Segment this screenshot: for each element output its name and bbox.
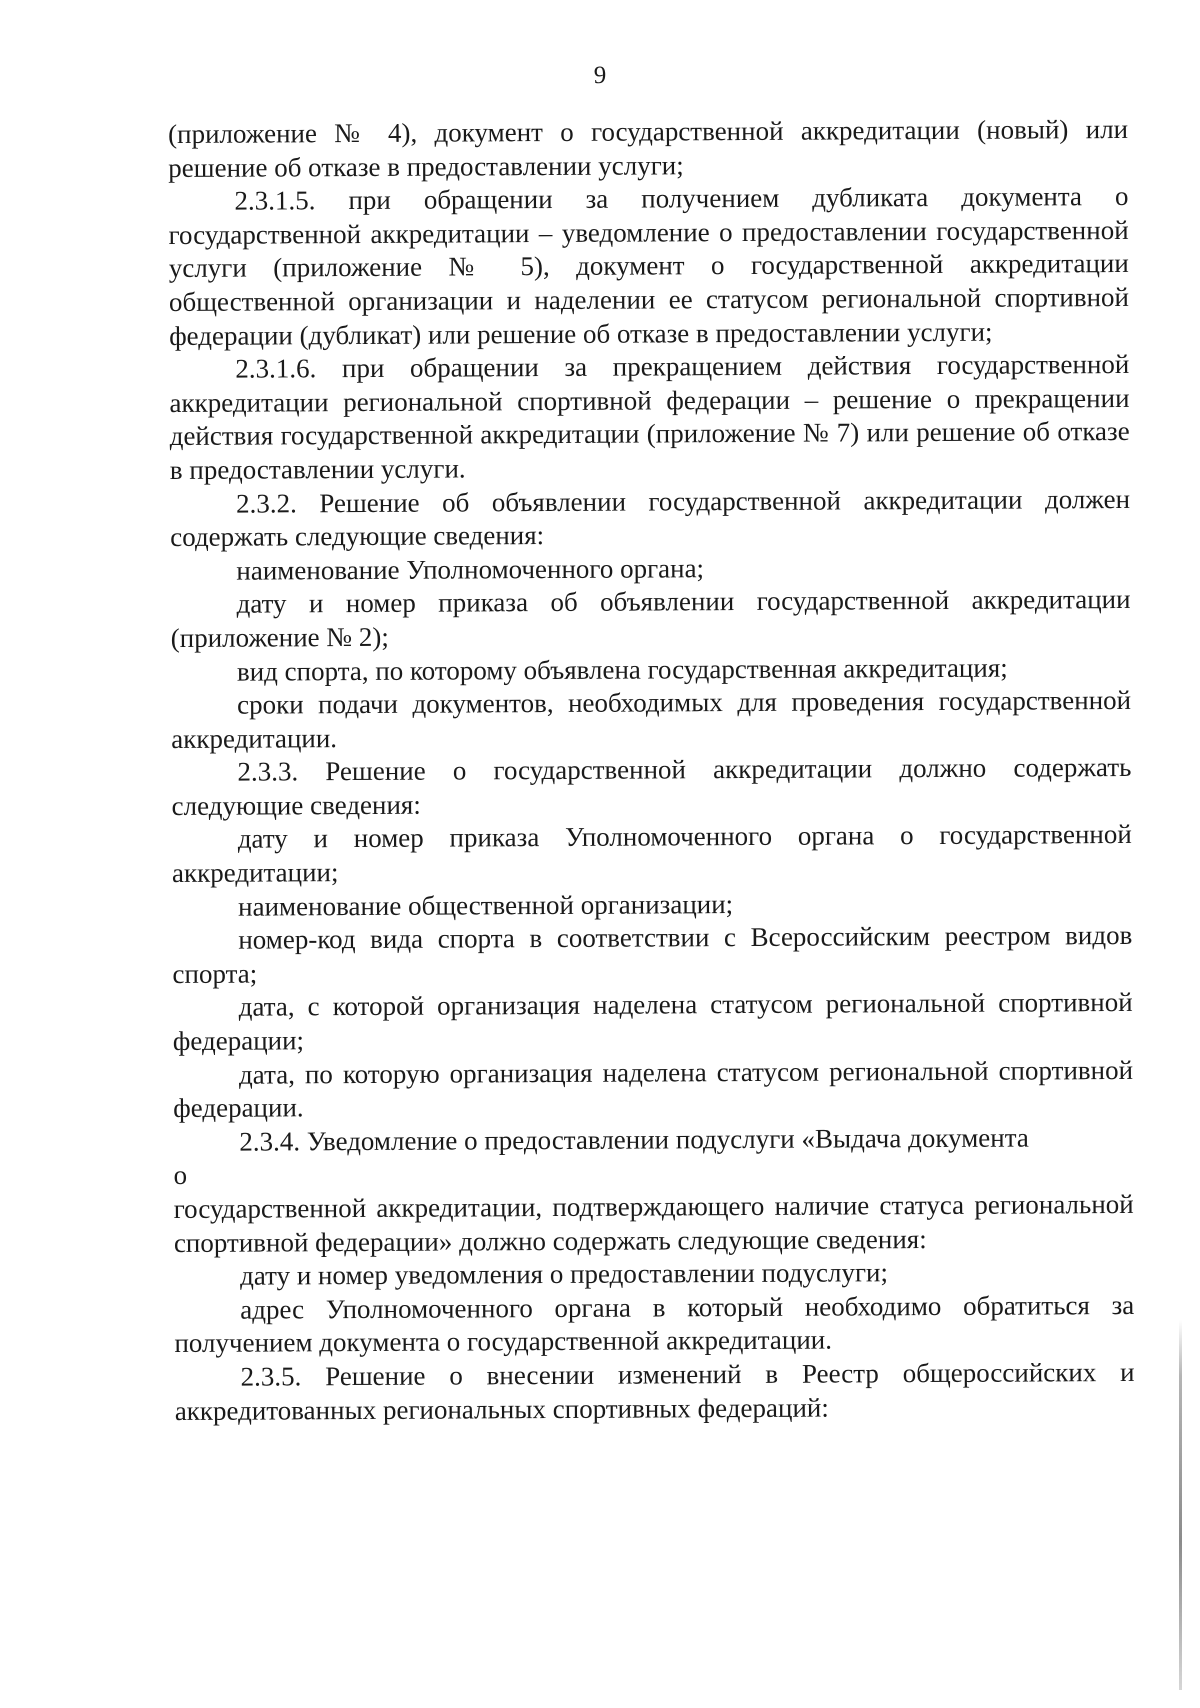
paragraph: дату и номер приказа об объявлении государственной аккредитации (приложение № 2); — [170, 584, 1131, 653]
paragraph: о — [173, 1160, 188, 1191]
paragraph: 2.3.5. Решение о внесении изменений в Реестр общероссийских и аккредитованных региональных спортивных федераций: — [174, 1356, 1135, 1426]
paragraph: дату и номер уведомления о предоставлении подуслуги; — [239, 1257, 889, 1291]
paragraph: (приложение № 4), документ о государственной аккредитации (новый) или решение об отказе в предоставлении услуги; — [168, 113, 1129, 183]
paragraph: 2.3.3. Решение о государственной аккредитации должно содержать следующие сведения: — [171, 752, 1132, 821]
paragraph: государственной аккредитации, подтверждающего наличие статуса региональной спортивной федерации» должно содержать следующие сведения: — [173, 1188, 1134, 1258]
paragraph: дата, по которую организация наделена статусом региональной спортивной федерации. — [173, 1054, 1134, 1124]
document-body — [168, 113, 1135, 1428]
paragraph: наименование общественной организации; — [238, 888, 734, 922]
paragraph: номер-код вида спорта в соответствии с Всероссийским реестром видов спорта; — [172, 920, 1133, 989]
paragraph: дату и номер приказа Уполномоченного органа о государственной аккредитации; — [171, 819, 1132, 889]
paragraph: дата, с которой организация наделена статусом региональной спортивной федерации; — [172, 987, 1133, 1057]
paragraph: 2.3.1.6. при обращении за прекращением действия государственной аккредитации региональной спортивной федерации – решение о прекращении действия государственной аккредитации (приложение № 7) или решение об отказе в предоставлении услуги. — [169, 349, 1130, 485]
paragraph: 2.3.2. Решение об объявлении государственной аккредитации должен содержать следующие сведения: — [170, 483, 1131, 553]
paragraph: вид спорта, по которому объявлена государственная аккредитация; — [236, 652, 1008, 687]
paragraph: адрес Уполномоченного органа в который необходимо обратиться за получением документа о государственной аккредитации. — [174, 1289, 1135, 1359]
page-number: 9 — [593, 62, 607, 89]
paragraph: наименование Уполномоченного органа; — [236, 552, 705, 586]
scan-edge-artifact — [1179, 1320, 1182, 1690]
paragraph: сроки подачи документов, необходимых для проведения государственной аккредитации. — [171, 685, 1132, 754]
paragraph: 2.3.1.5. при обращении за получением дубликата документа о государственной аккредитации – уведомление о предоставлении государственной услуги (приложение № 5), документ о государственной аккредитации общественной организации и наделении ее статусом региональной спортивной федерации (дубликат) или решение об отказе в предоставлении услуги; — [168, 181, 1130, 351]
paragraph: 2.3.4. Уведомление о предоставлении подуслуги «Выдача документа — [239, 1122, 1029, 1157]
